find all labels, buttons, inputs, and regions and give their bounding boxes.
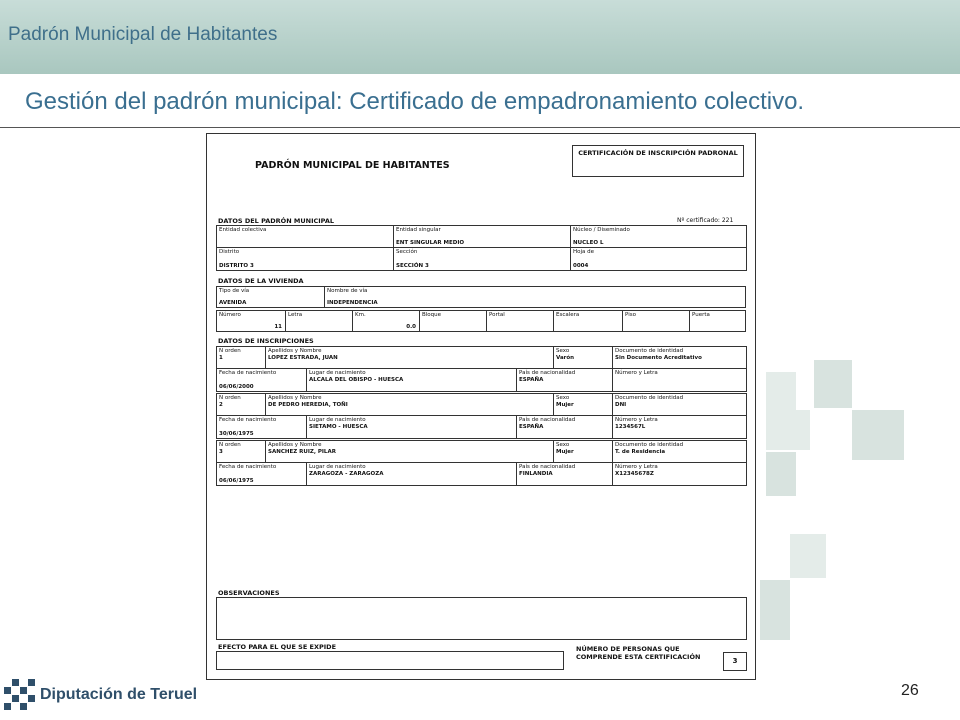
nombre-cell bbox=[265, 393, 554, 416]
pais-cell bbox=[516, 415, 613, 439]
field-label: Fecha de nacimiento bbox=[219, 464, 277, 470]
field-label: Documento de identidad bbox=[615, 348, 684, 354]
fecha-cell bbox=[216, 415, 307, 439]
field-value: ESPAÑA bbox=[519, 377, 544, 383]
efecto-heading: EFECTO PARA EL QUE SE EXPIDE bbox=[218, 643, 337, 651]
field-value: NUCLEO L bbox=[573, 240, 604, 246]
lugar-cell bbox=[306, 368, 517, 392]
field-label: Documento de identidad bbox=[615, 442, 684, 448]
personas-label: NÚMERO DE PERSONAS QUE COMPRENDE ESTA CERTIFICACIÓN bbox=[576, 645, 701, 661]
entidad-colectiva-cell bbox=[216, 225, 394, 248]
nombre-cell bbox=[265, 346, 554, 369]
field-label: Entidad colectiva bbox=[219, 227, 267, 233]
page-number: 26 bbox=[901, 682, 919, 699]
field-label: Fecha de nacimiento bbox=[219, 417, 277, 423]
field-value: FINLANDIA bbox=[519, 471, 553, 477]
pais-cell bbox=[516, 462, 613, 486]
field-value: ZARAGOZA - ZARAGOZA bbox=[309, 471, 384, 477]
field-label: Piso bbox=[625, 312, 636, 318]
field-value: INDEPENDENCIA bbox=[327, 300, 378, 306]
field-value: DE PEDRO HEREDIA, TOÑI bbox=[268, 402, 348, 408]
field-label: Fecha de nacimiento bbox=[219, 370, 277, 376]
field-label: Núcleo / Diseminado bbox=[573, 227, 630, 233]
field-label: N orden bbox=[219, 348, 241, 354]
app-title: Padrón Municipal de Habitantes bbox=[8, 24, 278, 45]
field-label: N orden bbox=[219, 442, 241, 448]
field-label: Km. bbox=[355, 312, 366, 318]
field-label: Sección bbox=[396, 249, 418, 255]
diputacion-logo bbox=[4, 675, 224, 717]
seccion-cell bbox=[393, 247, 571, 271]
field-label: Sexo bbox=[556, 348, 570, 354]
header-bar bbox=[0, 0, 960, 74]
field-label: Sexo bbox=[556, 395, 570, 401]
letra-cell bbox=[285, 310, 353, 332]
field-value: 1234567L bbox=[615, 424, 646, 430]
fecha-cell bbox=[216, 368, 307, 392]
field-value: 0004 bbox=[573, 263, 589, 269]
field-label: Portal bbox=[489, 312, 505, 318]
field-value: LOPEZ ESTRADA, JUAN bbox=[268, 355, 338, 361]
field-label: Documento de identidad bbox=[615, 395, 684, 401]
field-value: 3 bbox=[219, 449, 223, 455]
lugar-cell bbox=[306, 462, 517, 486]
field-value: Sin Documento Acreditativo bbox=[615, 355, 702, 361]
field-label: Número y Letra bbox=[615, 370, 658, 376]
escalera-cell bbox=[553, 310, 623, 332]
field-label: Número y Letra bbox=[615, 464, 658, 470]
field-value: SIETAMO - HUESCA bbox=[309, 424, 368, 430]
certificate-number: Nº certificado: 221 bbox=[677, 217, 734, 224]
hoja-cell bbox=[570, 247, 747, 271]
padron-section-heading: DATOS DEL PADRÓN MUNICIPAL bbox=[218, 217, 335, 225]
sexo-cell bbox=[553, 393, 613, 416]
field-value: DNI bbox=[615, 402, 627, 408]
entidad-singular-cell bbox=[393, 225, 571, 248]
field-value: Varón bbox=[556, 355, 575, 361]
title-divider bbox=[0, 127, 960, 128]
numero-letra-cell bbox=[612, 415, 747, 439]
field-value: SECCIÓN 3 bbox=[396, 263, 429, 269]
nombre-via-cell bbox=[324, 286, 746, 308]
field-value: 1 bbox=[219, 355, 223, 361]
personas-count: 3 bbox=[732, 657, 738, 665]
field-value: 2 bbox=[219, 402, 223, 408]
field-value: ESPAÑA bbox=[519, 424, 544, 430]
slide-title: Gestión del padrón municipal: Certificado de empadronamiento colectivo. bbox=[25, 88, 805, 115]
field-value: 0.0 bbox=[406, 324, 416, 330]
field-label: Sexo bbox=[556, 442, 570, 448]
documento-cell bbox=[612, 393, 747, 416]
field-label: Hoja de bbox=[573, 249, 595, 255]
puerta-cell bbox=[689, 310, 746, 332]
fecha-cell bbox=[216, 462, 307, 486]
field-label: Tipo de vía bbox=[219, 288, 250, 294]
field-label: Bloque bbox=[422, 312, 442, 318]
field-label: Entidad singular bbox=[396, 227, 441, 233]
field-value: DISTRITO 3 bbox=[219, 263, 254, 269]
field-label: Distrito bbox=[219, 249, 240, 255]
documento-cell bbox=[612, 346, 747, 369]
logo-text: Diputación de Teruel bbox=[40, 686, 198, 703]
piso-cell bbox=[622, 310, 690, 332]
field-value: X12345678Z bbox=[615, 471, 654, 477]
field-label: Apellidos y Nombre bbox=[268, 442, 322, 448]
numero-cell bbox=[216, 310, 286, 332]
field-label: Lugar de nacimiento bbox=[309, 370, 366, 376]
sexo-cell bbox=[553, 440, 613, 463]
nucleo-cell bbox=[570, 225, 747, 248]
field-label: País de nacionalidad bbox=[519, 370, 576, 376]
numero-letra-cell bbox=[612, 368, 747, 392]
numero-letra-cell bbox=[612, 462, 747, 486]
distrito-cell bbox=[216, 247, 394, 271]
field-label: Lugar de nacimiento bbox=[309, 417, 366, 423]
field-label: Apellidos y Nombre bbox=[268, 348, 322, 354]
field-label: N orden bbox=[219, 395, 241, 401]
field-label: Número y Letra bbox=[615, 417, 658, 423]
nombre-cell bbox=[265, 440, 554, 463]
field-value: AVENIDA bbox=[219, 300, 247, 306]
document-title: PADRÓN MUNICIPAL DE HABITANTES bbox=[255, 160, 450, 171]
lugar-cell bbox=[306, 415, 517, 439]
orden-cell bbox=[216, 393, 266, 416]
field-label: Lugar de nacimiento bbox=[309, 464, 366, 470]
field-label: Nombre de vía bbox=[327, 288, 368, 294]
observaciones-box bbox=[216, 597, 747, 640]
tipo-via-cell bbox=[216, 286, 325, 308]
vivienda-section-heading: DATOS DE LA VIVIENDA bbox=[218, 277, 304, 285]
documento-cell bbox=[612, 440, 747, 463]
personas-count-box bbox=[723, 652, 747, 671]
field-label: País de nacionalidad bbox=[519, 464, 576, 470]
field-value: ALCALA DEL OBISPO - HUESCA bbox=[309, 377, 404, 383]
inscripciones-section-heading: DATOS DE INSCRIPCIONES bbox=[218, 337, 314, 345]
field-label: Letra bbox=[288, 312, 303, 318]
sexo-cell bbox=[553, 346, 613, 369]
field-value: 30/06/1975 bbox=[219, 431, 254, 437]
field-value: 06/06/1975 bbox=[219, 478, 254, 484]
observaciones-heading: OBSERVACIONES bbox=[218, 589, 280, 597]
field-label: Número bbox=[219, 312, 241, 318]
field-value: T. de Residencia bbox=[615, 449, 666, 455]
field-label: Escalera bbox=[556, 312, 580, 318]
field-value: 11 bbox=[274, 324, 282, 330]
field-label: País de nacionalidad bbox=[519, 417, 576, 423]
orden-cell bbox=[216, 346, 266, 369]
km-cell bbox=[352, 310, 420, 332]
certificate-document bbox=[206, 133, 756, 680]
field-value: 06/06/2000 bbox=[219, 384, 254, 390]
field-value: Mujer bbox=[556, 402, 574, 408]
field-label: Puerta bbox=[692, 312, 710, 318]
field-label: Apellidos y Nombre bbox=[268, 395, 322, 401]
efecto-box bbox=[216, 651, 564, 670]
certification-box: CERTIFICACIÓN DE INSCRIPCIÓN PADRONAL bbox=[572, 145, 744, 177]
field-value: Mujer bbox=[556, 449, 574, 455]
bloque-cell bbox=[419, 310, 487, 332]
pais-cell bbox=[516, 368, 613, 392]
portal-cell bbox=[486, 310, 554, 332]
diputacion-logo-icon bbox=[4, 675, 38, 717]
orden-cell bbox=[216, 440, 266, 463]
field-value: ENT SINGULAR MEDIO bbox=[396, 240, 465, 246]
field-value: SANCHEZ RUIZ, PILAR bbox=[268, 449, 336, 455]
